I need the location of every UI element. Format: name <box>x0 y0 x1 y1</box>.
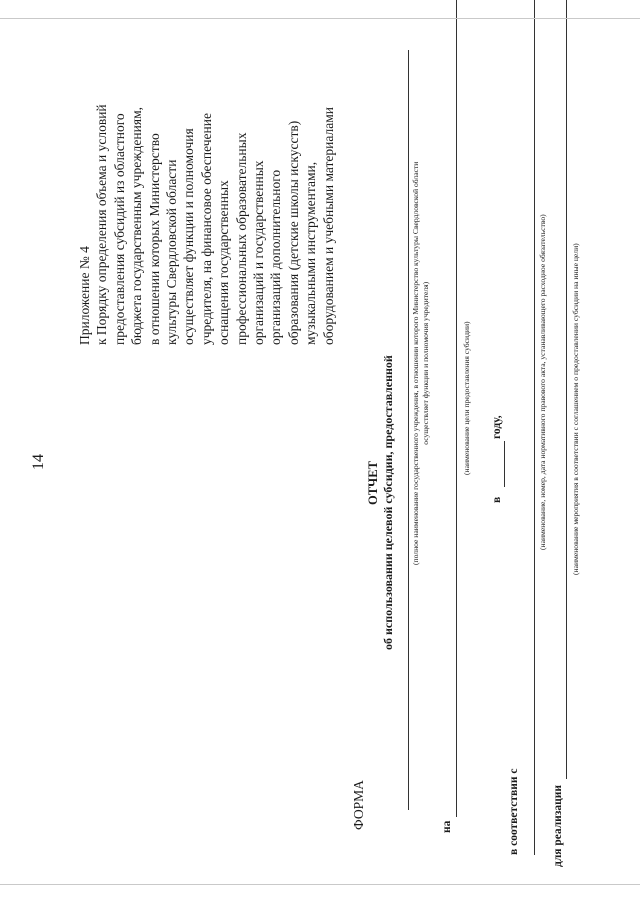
institution-name-line[interactable] <box>408 50 409 810</box>
scan-edge-line <box>0 884 640 885</box>
institution-caption: (полное наименование государственного учреждения, в отношении которого Министерство культуры Свердловской области осуществляет функции и полномочия учредителя) <box>411 161 430 565</box>
appendix-line: культуры Свердловской области <box>164 159 180 345</box>
appendix-line: бюджета государственным учреждениям, <box>129 107 145 345</box>
appendix-line: организаций и государственных <box>251 160 267 345</box>
report-subtitle: об использовании целевой субсидии, предоставленной <box>381 355 395 650</box>
implementation-label: для реализации <box>552 784 564 867</box>
appendix-line: образования (детские школы искусств) <box>285 120 301 345</box>
appendix-line: оснащения государственных <box>216 180 232 345</box>
page-number: 14 <box>30 454 47 470</box>
goal-name-line[interactable] <box>456 0 457 817</box>
according-label: в соответствии с <box>508 768 520 855</box>
appendix-header <box>76 104 337 345</box>
appendix-line: осуществляет функции и полномочия <box>181 128 197 345</box>
appendix-line: организаций дополнительного <box>268 169 284 345</box>
appendix-line: к Порядку определения объема и условий <box>94 104 110 345</box>
appendix-line: учредителя, на финансовое обеспечение <box>198 113 214 345</box>
year-prefix: в <box>491 496 503 503</box>
act-line[interactable] <box>534 0 535 855</box>
appendix-title: Приложение № 4 <box>77 246 92 345</box>
measure-caption: (наименование мероприятия в соответствии с соглашением о предоставлении субсидии на иные цели) <box>571 243 580 575</box>
appendix-line: в отношении которых Министерство <box>146 133 162 345</box>
scan-edge-line <box>0 18 640 19</box>
report-title: ОТЧЕТ <box>366 461 380 505</box>
appendix-line: оборудованием и учебными материалами <box>320 106 336 345</box>
appendix-line: музыкальными инструментами, <box>303 161 319 345</box>
form-label: ФОРМА <box>351 780 366 830</box>
act-caption: (наименование, номер, дата нормативного правового акта, устанавливающего расходное обязательство) <box>538 214 547 550</box>
on-label: на <box>441 820 453 833</box>
measure-line[interactable] <box>566 0 567 779</box>
appendix-line: профессиональных образовательных <box>233 132 249 345</box>
year-suffix: году, <box>491 415 503 439</box>
appendix-line: предоставления субсидий из областного <box>111 113 127 345</box>
year-input-line[interactable] <box>504 441 505 487</box>
goal-caption: (наименование цели предоставления субсидии) <box>462 321 471 475</box>
